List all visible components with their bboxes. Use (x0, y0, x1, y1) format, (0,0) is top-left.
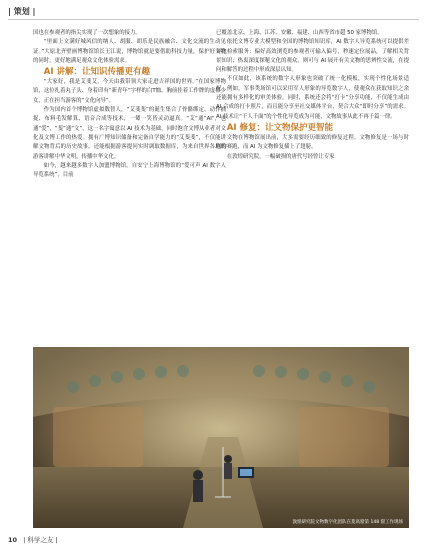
magazine-name: | 科学之友 | (23, 536, 58, 544)
photo-caption: 敦煌研究院文物数字化团队在莫高窟第 148 窟工作现场 (292, 520, 403, 525)
section-heading-ai-restoration: AI 修复：让文物保护更智能 (226, 122, 333, 133)
section-label: | 策划 | (8, 7, 36, 16)
paragraph: 已覆盖北京、上海、江苏、安徽、福建、山西等省市超 50 家博物馆。 (216, 30, 383, 36)
right-column (216, 29, 409, 162)
page-footer (8, 535, 58, 544)
cave-digitization-photo (33, 347, 409, 528)
paragraph: 国也在参观者的指尖实现了一次想象的接力。 (33, 30, 141, 36)
paragraph: 文物在博物馆展出前，大多需要经历细致的修复过程。文物修复是一场与时间的赛跑，而 AI 为文物修复插上了翅膀。 (216, 134, 409, 151)
paragraph: 依托文博专业大模型和全国的博物馆知识库，AI 数字人导览系统可以提供差异化检索服务：偏好高效浏览的参观者可输入偏号，秒速定位展品，了解相关背景知识；热衷深度探秘文化的观众，则可与 AI 展开有关文物的思辨性交流，在提问和解答的过程中形成深层认知。 (216, 39, 409, 74)
paragraph: 作为国内首个博物馆虚拟数智人，“艾斐斐”的诞生集合了骨骼绑定、动作捕捉、布料毛发解算、语音合成等技术，一颦一笑皆灵动逼真。“艾”通“AI”，也通“爱”，“斐”通“文”，这一名字寓意以 AI 技术为基础，同时饱含文博从业者对文化及文博工作的热爱。拥有广博知识储备和完备自学能力的“艾斐斐”，不仅能讲解文物背后的历史故事，还能根据游客提问实时调取数据库，为来自世界各地的游客讲解中华文明，传播中华文化。 (33, 107, 226, 160)
cave-scene-illustration (33, 347, 409, 528)
section-heading-ai-guide: AI 讲解：让知识传播更有趣 (43, 67, 150, 78)
paragraph: 在敦煌研究院，一幅破损的唐代写经曾让专家 (226, 153, 335, 160)
paragraph: “大家好，我是艾斐艾，今天由我带领大家走进吉祥国的世界。”在国家博物馆，这位扎着丸子头、身着印有“新青年”字样的白T恤、胸前挂着工作牌的虚拟少女，正在担当游客的“文化向导”。 (33, 79, 226, 104)
left-column (33, 29, 226, 180)
paragraph: 如今，越来越多数字人加盟博物馆。自安宁上海博物馆的“爱可声 AI 数字人导览系统”，目前 (33, 162, 226, 179)
paragraph: 不仅如此，该系统的数字人形象也突破了统一化模板，实现个性化场景适配。例如，军事类场馆可以采用军人形象的导览数字人，使观众在获取知识之余还能拥有多样化的审美体验。同时，系统还会将“打卡”分享功能，不仅能生成由 AI 合成的打卡照片，而且能分享至社交媒体平台，契合大众“即时分享”的需求。AI 技术让“千人千面”的个性化导览成为可能，文物故事从此不再千篇一律。 (216, 76, 409, 120)
page-number: 10 (8, 536, 18, 544)
paragraph: “里面上文满好城风信的纳人、胡服、胡乐是民族融合、文化交流的生动见证。”大原北齐壁画博物馆馆长王江说，博物馆就是要借助科技力量，保护好文物的同时，更好地满足观众文化体验需求。 (33, 39, 226, 64)
header-divider (8, 19, 419, 20)
